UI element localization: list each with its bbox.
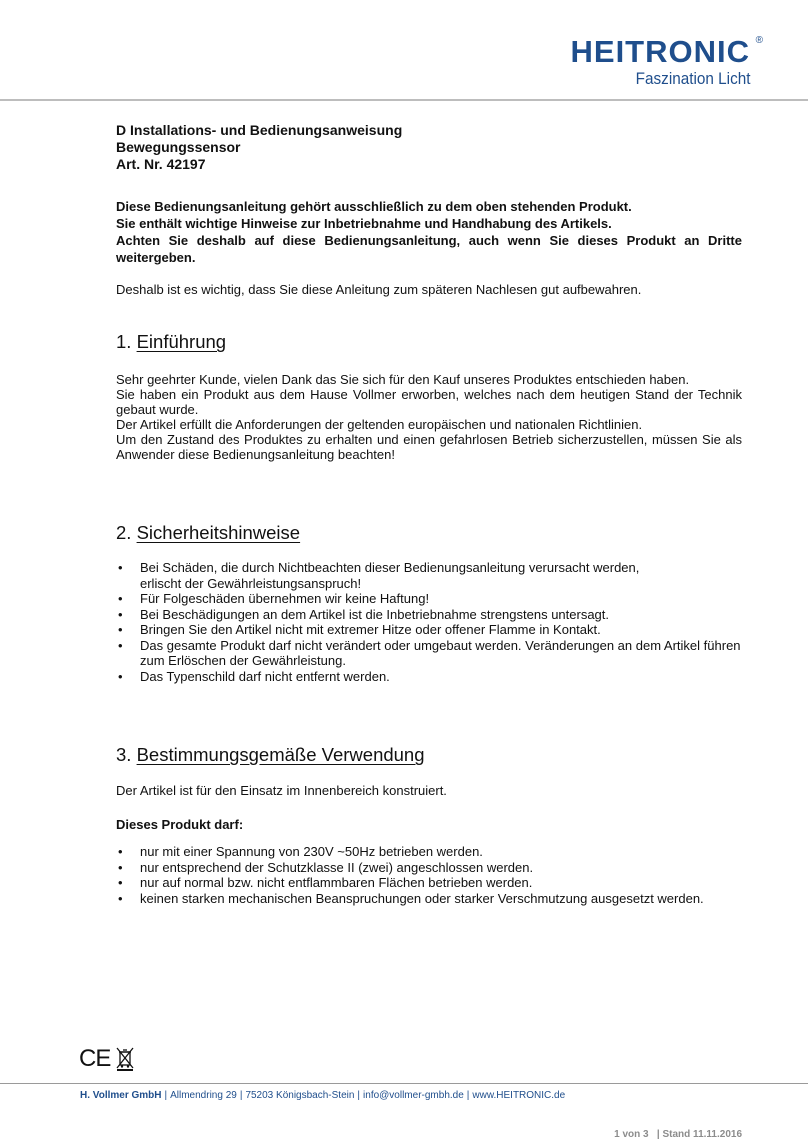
ce-mark-icon: CE [79,1045,111,1072]
list-item: • nur auf normal bzw. nicht entflammbaren Flächen betrieben werden. [116,875,742,891]
list-item: • Für Folgeschäden übernehmen wir keine Haftung! [116,591,742,607]
footer-divider [0,1083,808,1084]
section-heading-2: 2. Sicherheitshinweise [116,522,301,543]
footer-web[interactable]: www.HEITRONIC.de [472,1090,566,1101]
usage-subheading: Dieses Produkt darf: [116,817,244,832]
list-item: • nur mit einer Spannung von 230V ~50Hz betrieben werden. [116,844,742,860]
list-item: • Das Typenschild darf nicht entfernt werden. [116,669,742,685]
list-item: • Bei Beschädigungen an dem Artikel ist die Inbetriebnahme strengstens untersagt. [116,607,742,623]
revision-date: | Stand 11.11.2016 [656,1129,742,1140]
brand-logo [570,34,764,89]
footer-address: H. Vollmer GmbH | Allmendring 29 | 75203 Königsbach-Stein | info@vollmer-gmbh.de | www.HEITRONIC.de [80,1090,566,1101]
compliance-marks [79,1047,134,1071]
section1-line: Der Artikel erfüllt die Anforderungen der geltenden europäischen und nationalen Richtlinien. [116,417,643,432]
list-item: • keinen starken mechanischen Beanspruchungen oder starker Verschmutzung ausgesetzt werden. [116,891,742,907]
brand-slogan: Faszination Licht [635,69,750,88]
section1-line: Sehr geehrter Kunde, vielen Dank das Sie sich für den Kauf unseres Produktes entschieden haben. [116,372,690,387]
usage-text: Der Artikel ist für den Einsatz im Innenbereich konstruiert. [116,783,447,798]
page-number: 1 von 3 [614,1129,649,1140]
weee-crossed-bin-icon [116,1047,134,1071]
list-item: • Bringen Sie den Artikel nicht mit extremer Hitze oder offener Flamme in Kontakt. [116,622,742,638]
article-number: Art. Nr. 42197 [116,156,206,172]
keep-instructions: Deshalb ist es wichtig, dass Sie diese Anleitung zum späteren Nachlesen gut aufbewahren. [116,282,642,297]
list-item: • nur entsprechend der Schutzklasse II (zwei) angeschlossen werden. [116,860,742,876]
footer-city: 75203 Königsbach-Stein [245,1090,355,1101]
section-heading-3: 3. Bestimmungsgemäße Verwendung [116,744,425,765]
footer-street: Allmendring 29 [170,1090,237,1101]
intro-line: Sie enthält wichtige Hinweise zur Inbetriebnahme und Handhabung des Artikels. [116,216,612,231]
intro-line: Diese Bedienungsanleitung gehört ausschließlich zu dem oben stehenden Produkt. [116,199,632,214]
list-item: • Bei Schäden, die durch Nichtbeachten dieser Bedienungsanleitung verursacht werden, erlischt der Gewährleistungsanspruch! [116,560,742,591]
safety-list [116,560,742,684]
product-name: Bewegungssensor [116,139,241,155]
footer-email[interactable]: info@vollmer-gmbh.de [363,1090,464,1101]
list-item: • Das gesamte Produkt darf nicht verändert oder umgebaut werden. Veränderungen an dem Artikel führen zum Erlöschen der Gewährleistung. [116,638,742,669]
document-body [116,122,742,906]
brand-name: HEITRONIC ® [570,34,764,69]
doc-title: D Installations- und Bedienungsanweisung [116,122,403,138]
registered-mark: ® [755,35,764,46]
usage-list [116,844,742,906]
footer-company: H. Vollmer GmbH [80,1090,162,1101]
section1-line: Um den Zustand des Produktes zu erhalten und einen gefahrlosen Betrieb sicherzustellen, müssen Sie als Anwender diese Bedienungsanleitung beachten! [116,432,742,462]
header-divider [0,99,808,101]
section-heading-1: 1. Einführung [116,331,227,352]
section1-line: Sie haben ein Produkt aus dem Hause Vollmer erworben, welches nach dem heutigen Stand der Technik gebaut wurde. [116,387,742,417]
intro-line: Achten Sie deshalb auf diese Bedienungsanleitung, auch wenn Sie dieses Produkt an Dritte weitergeben. [116,233,742,265]
page-info [614,1129,742,1140]
